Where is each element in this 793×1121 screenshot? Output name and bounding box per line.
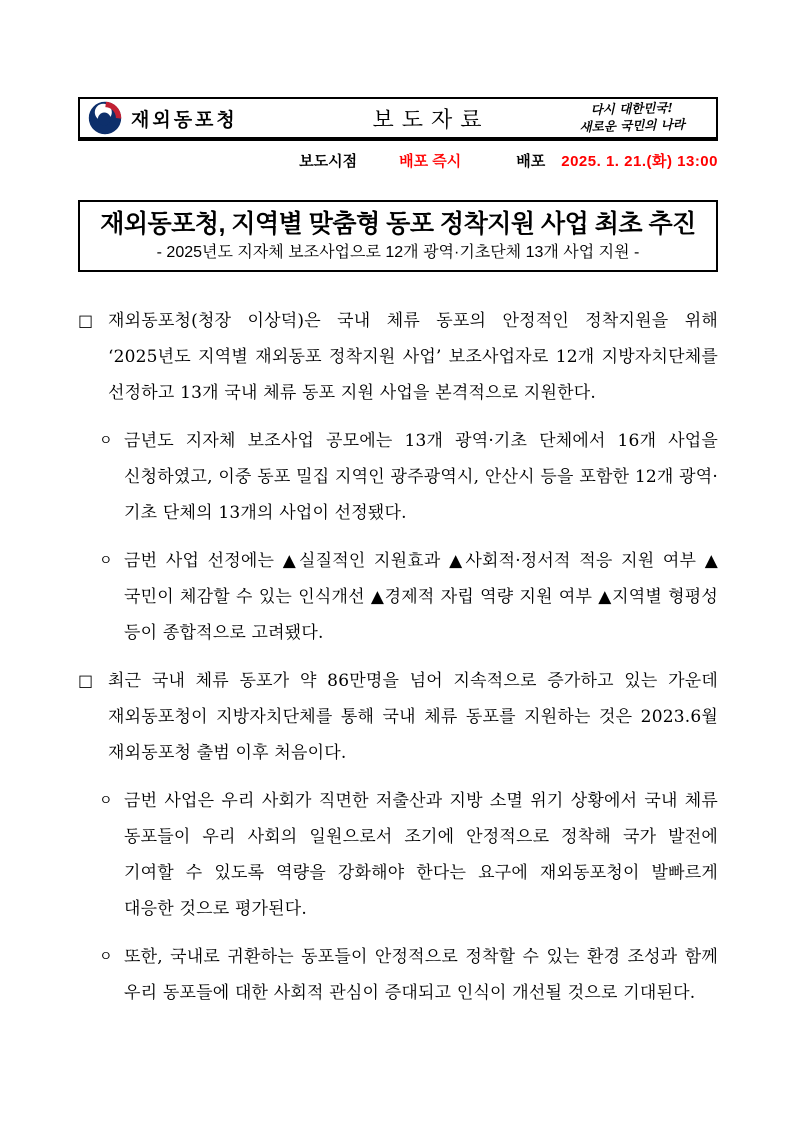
headline-box <box>78 200 718 272</box>
paragraph-1-text: 재외동포청(청장 이상덕)은 국내 체류 동포의 안정적인 정착지원을 위해 ‘2025년도 지역별 재외동포 정착지원 사업’ 보조사업자로 12개 지방자치단체를 선정하고 13개 국내 체류 동포 지원 사업을 본격적으로 지원한다. <box>108 310 718 403</box>
headline-subtitle: - 2025년도 지자체 보조사업으로 12개 광역·기초단체 13개 사업 지원 - <box>156 243 640 261</box>
paragraph-4 <box>78 663 718 771</box>
paragraph-2 <box>78 423 718 531</box>
paragraph-6-text: 또한, 국내로 귀환하는 동포들이 안정적으로 정착할 수 있는 환경 조성과 함께 우리 동포들에 대한 사회적 관심이 증대되고 인식이 개선될 것으로 기대된다. <box>124 946 718 1003</box>
paragraph-1 <box>78 303 718 411</box>
paragraph-5-text: 금번 사업은 우리 사회가 직면한 저출산과 지방 소멸 위기 상황에서 국내 체류 동포들이 우리 사회의 일원으로서 조기에 안정적으로 정착해 국가 발전에 기여할 수 있도록 역량을 강화해야 한다는 요구에 재외동포청이 발빠르게 대응한 것으로 평가된다. <box>124 790 718 919</box>
slogan-line-1: 다시 대한민국! <box>590 100 674 118</box>
paragraph-6 <box>78 939 718 1011</box>
release-time-label: 보도시점 <box>299 153 358 170</box>
bullet-circle-icon: ㅇ <box>99 948 113 965</box>
page-content <box>78 97 718 1023</box>
agency-brand <box>88 101 306 135</box>
paragraph-2-text: 금년도 지자체 보조사업 공모에는 13개 광역·기초 단체에서 16개 사업을 신청하였고, 이중 동포 밀집 지역인 광주광역시, 안산시 등을 포함한 12개 광역·기초 단체의 13개의 사업이 선정됐다. <box>124 430 718 523</box>
paragraph-3-text: 금번 사업 선정에는 ▲실질적인 지원효과 ▲사회적·정서적 적응 지원 여부 ▲국민이 체감할 수 있는 인식개선 ▲경제적 자립 역량 지원 여부 ▲지역별 형평성 등이 종합적으로 고려됐다. <box>124 550 718 643</box>
distribution-label: 배포 <box>516 153 546 170</box>
paragraph-4-text: 최근 국내 체류 동포가 약 86만명을 넘어 지속적으로 증가하고 있는 가운데 재외동포청이 지방자치단체를 통해 국내 체류 동포를 지원하는 것은 2023.6월 재외동포청 출범 이후 처음이다. <box>108 670 718 763</box>
paragraph-3 <box>78 543 718 651</box>
bullet-circle-icon: ㅇ <box>99 792 113 809</box>
agency-name: 재외동포청 <box>131 108 238 131</box>
bullet-square-icon: □ <box>78 310 94 330</box>
bullet-circle-icon: ㅇ <box>99 552 113 569</box>
document-type-label: 보도자료 <box>372 107 490 133</box>
distribution-datetime: 2025. 1. 21.(화) 13:00 <box>561 153 718 170</box>
bullet-square-icon: □ <box>78 670 94 690</box>
paragraph-5 <box>78 783 718 927</box>
slogan-line-2: 새로운 국민의 나라 <box>579 116 686 135</box>
masthead <box>78 97 718 141</box>
government-slogan <box>556 99 709 137</box>
government-emblem-icon <box>88 101 122 135</box>
bullet-circle-icon: ㅇ <box>99 432 113 449</box>
release-info-row <box>78 150 718 170</box>
release-time-value: 배포 즉시 <box>399 153 462 170</box>
headline-title: 재외동포청, 지역별 맞춤형 동포 정착지원 사업 최초 추진 <box>100 210 696 238</box>
body-text <box>78 303 718 1011</box>
